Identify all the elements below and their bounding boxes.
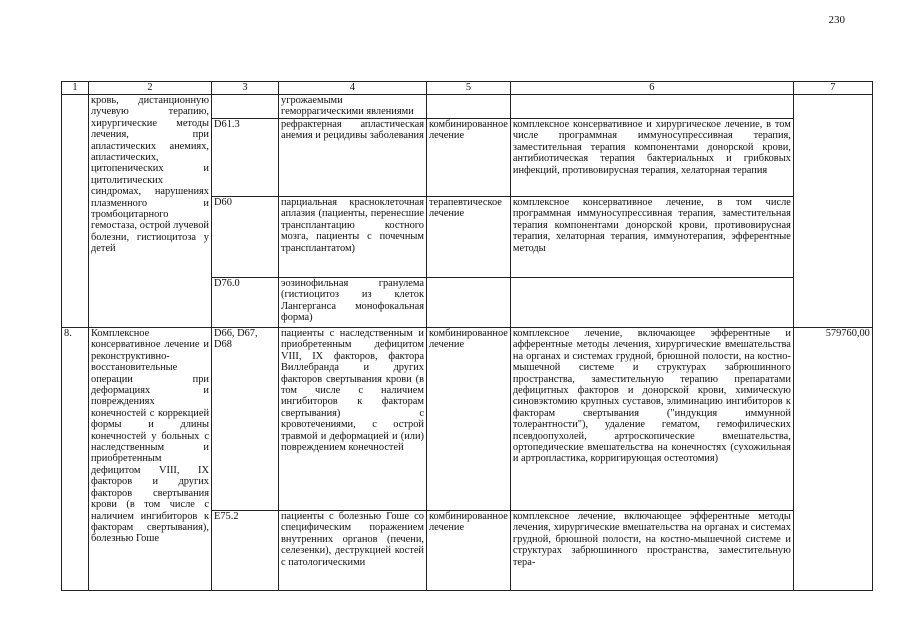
treatment-method: комплексное лечение, включающее эфферентные методы лечения, хирургические вмешательства на органах и системах грудной, брюшной полости, на костно-мышечной системе и структурах забрюшинного пространства, заместительную тера- — [510, 511, 793, 591]
diagnosis-code: D60 — [212, 197, 279, 278]
diagnosis-code — [212, 95, 279, 119]
medical-care-table — [61, 81, 873, 591]
treatment-type: терапевтическое лечение — [427, 197, 511, 278]
treatment-method — [510, 95, 793, 119]
treatment-type: комбинированное лечение — [427, 511, 511, 591]
row-number: 8. — [62, 328, 89, 591]
diagnosis-code: D61.3 — [212, 119, 279, 197]
treatment-type — [427, 278, 511, 328]
treatment-method — [510, 278, 793, 328]
diagnosis-code: D66, D67, D68 — [212, 328, 279, 511]
cost-norm — [793, 95, 872, 328]
col-header-2: 2 — [89, 82, 212, 95]
col-header-3: 3 — [212, 82, 279, 95]
treatment-type: комбинированное лечение — [427, 328, 511, 511]
patient-model: угрожаемыми геморрагическими явлениями — [279, 95, 427, 119]
treatment-type: комбинированное лечение — [427, 119, 511, 197]
table-row — [62, 95, 873, 119]
patient-model: эозинофильная гранулема (гистиоцитоз из клеток Лангерганса монофокальная форма) — [279, 278, 427, 328]
group-name: кровь, дистанционную лучевую терапию, хирургические методы лечения, при апластических анемиях, апластических, цитопенических и цитолитических синдромах, нарушениях плазменного и тромбоцитарного гемостаза, острой лучевой болезни, гистиоцитоза у детей — [89, 95, 212, 328]
table-row — [62, 328, 873, 511]
col-header-6: 6 — [510, 82, 793, 95]
column-number-row — [62, 82, 873, 95]
treatment-type — [427, 95, 511, 119]
treatment-method: комплексное консервативное лечение, в том числе программная иммуносупрессивная терапия, заместительная терапия компонентами донорской крови, противовирусная терапия, хелаторная терапия, иммунотерапия, эфферентные методы — [510, 197, 793, 278]
patient-model: парциальная красноклеточная аплазия (пациенты, перенесшие трансплантацию костного мозга, пациенты с почечным трансплантатом) — [279, 197, 427, 278]
treatment-method: комплексное консервативное и хирургическое лечение, в том числе программная иммуносупрессивная терапия, заместительная терапия компонентами донорской крови, антибиотическая терапия бактериальных и грибковых инфекций, противовирусная терапия, хелаторная терапия — [510, 119, 793, 197]
patient-model: пациенты с болезнью Гоше со специфическим поражением внутренних органов (печени, селезенки), деструкцией костей с патологическими — [279, 511, 427, 591]
patient-model: рефрактерная апластическая анемия и рецидивы заболевания — [279, 119, 427, 197]
diagnosis-code: E75.2 — [212, 511, 279, 591]
cost-norm: 579760,00 — [793, 328, 872, 591]
patient-model: пациенты с наследственным и приобретенным дефицитом VIII, IX факторов, фактора Виллебранда и других факторов свертывания крови (в том числе с наличием ингибиторов к факторам свертывания) с кровотечениями, с острой травмой и деформацией и (или) повреждением конечностей — [279, 328, 427, 511]
row-number — [62, 95, 89, 328]
col-header-4: 4 — [279, 82, 427, 95]
treatment-method: комплексное лечение, включающее эфферентные и афферентные методы лечения, хирургические вмешательства на органах и системах грудной, брюшной полости, на костно-мышечной системе и структурах забрюшинного пространства, заместительную терапию препаратами дефицитных факторов и донорской крови, химическую синовэктомию крупных суставов, элиминацию ингибиторов к факторам свертывания ("индукция иммунной толерантности"), удаление гематом, гемофилических псевдоопухолей, артроскопические вмешательства, ортопедические вмешательства на конечностях (сухожильная и артропластика, корригирующая остеотомия) — [510, 328, 793, 511]
col-header-5: 5 — [427, 82, 511, 95]
diagnosis-code: D76.0 — [212, 278, 279, 328]
group-name: Комплексное консервативное лечение и реконструктивно-восстановительные операции при деформациях и повреждениях конечностей с коррекцией формы и длины конечностей у больных с наследственным и приобретенным дефицитом VIII, IX факторов и других факторов свертывания крови (в том числе с наличием ингибиторов к факторам свертывания), болезнью Гоше — [89, 328, 212, 591]
col-header-1: 1 — [62, 82, 89, 95]
col-header-7: 7 — [793, 82, 872, 95]
page-number: 230 — [828, 14, 845, 26]
